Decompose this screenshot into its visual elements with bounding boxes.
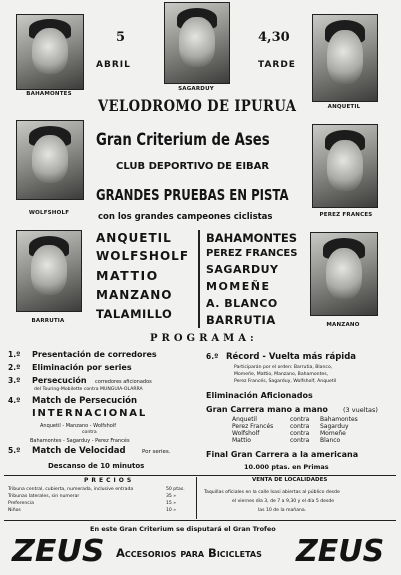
item-note: (3 vueltas)	[343, 406, 378, 414]
match-rider: Wolfsholf	[232, 430, 260, 437]
item-note: Participarán por el orden: Barrutia, Blanco,	[234, 365, 333, 370]
program-item: Eliminación Aficionados	[206, 391, 313, 400]
photo-caption: SAGARDUY	[178, 86, 214, 92]
match-contra: contra	[290, 437, 310, 444]
item-number: 5.º	[8, 446, 21, 455]
rider-right: PEREZ FRANCES	[206, 248, 298, 259]
tests-title: GRANDES PRUEBAS EN PISTA	[96, 186, 289, 204]
item-note: corredores aficionados	[95, 379, 152, 385]
venta-text: el viernes día 3, de 7 a 9,30 y el día 5 desde	[232, 499, 335, 504]
item-number: 2.º	[8, 363, 21, 372]
rider-right: SAGARDUY	[206, 263, 279, 276]
match-rider: Momeñe	[320, 430, 346, 437]
rider-right: A. BLANCO	[206, 297, 278, 310]
item-note: contra	[82, 430, 97, 435]
match-rider: Sagarduy	[320, 423, 349, 430]
brand-slogan: Accesorios para Bicicletas	[116, 546, 262, 560]
rider-photo-anquetil	[312, 14, 378, 102]
time: 4,30	[258, 30, 290, 45]
item-note: Anquetil - Manzano - Wolfsholf	[40, 423, 117, 429]
photo-caption: ANQUETIL	[327, 104, 361, 110]
item-note: Bahamontes - Sagarduy - Perez Francés	[30, 438, 130, 444]
rider-photo-barrutia	[16, 230, 82, 312]
program-item: INTERNACIONAL	[32, 408, 147, 419]
item-note: Momeñe, Mattio, Manzano, Bahamontes,	[234, 372, 329, 377]
program-item: Final Gran Carrera a la americana	[206, 450, 359, 459]
photo-caption: WOLFSHOLF	[28, 210, 70, 216]
price-value: 15 »	[166, 501, 177, 506]
divider	[4, 475, 396, 476]
photo-caption: BAHAMONTES	[26, 91, 72, 97]
program-item: Persecución	[32, 376, 87, 385]
price-value: 35 »	[166, 494, 177, 499]
rider-left: WOLFSHOLF	[96, 249, 190, 263]
rider-left: TALAMILLO	[96, 307, 173, 321]
photo-caption: MANZANO	[326, 322, 360, 328]
rider-left: MATTIO	[96, 268, 159, 283]
rider-photo-perez-frances	[312, 124, 378, 208]
photo-caption: BARRUTIA	[31, 318, 65, 324]
photo-caption: PEREZ FRANCES	[319, 212, 373, 218]
price-label: Tribuna central, cubierta, numerada, inclusive entrada	[8, 487, 134, 492]
match-rider: Blanco	[320, 437, 341, 444]
program-item: Presentación de corredores	[32, 350, 157, 359]
venta-text: las 10 de la mañana.	[258, 508, 307, 513]
match-rider: Bahamontes	[320, 416, 358, 423]
item-note: Perez Francés, Sagarduy, Wolfsholf, Anquetil	[234, 379, 337, 384]
date-month: ABRIL	[96, 60, 131, 70]
match-contra: contra	[290, 423, 310, 430]
rider-photo-sagarduy	[164, 2, 230, 84]
brand-logo-left: ZEUS	[12, 534, 105, 569]
price-label: Preferencia	[8, 501, 34, 506]
match-contra: contra	[290, 416, 310, 423]
price-label: Niños	[8, 508, 21, 513]
match-contra: contra	[290, 430, 310, 437]
rider-left: MANZANO	[96, 288, 173, 302]
item-number: 1.º	[8, 350, 21, 359]
program-item: Gran Carrera mano a mano	[206, 405, 328, 414]
price-value: 10 »	[166, 508, 177, 513]
event-title: Gran Criterium de Ases	[96, 130, 270, 150]
item-number: 4.º	[8, 396, 21, 405]
brand-logo-right: ZEUS	[296, 534, 385, 569]
program-item: Match de Velocidad	[32, 446, 126, 456]
item-note: del Touring-Mobilette contra MUNGUIA-OLARRA	[34, 387, 143, 392]
program-item: Récord - Vuelta más rápida	[226, 352, 357, 362]
rider-photo-manzano	[310, 232, 378, 316]
venta-heading: VENTA DE LOCALIDADES	[252, 477, 328, 483]
match-rider: Anquetil	[232, 416, 257, 423]
time-label: TARDE	[258, 60, 296, 70]
item-number: 3.º	[8, 376, 21, 385]
match-rider: Mattio	[232, 437, 251, 444]
rider-right: BARRUTIA	[206, 313, 276, 327]
subtitle: con los grandes campeones ciclistas	[98, 212, 273, 222]
price-label: Tribunas laterales, sin numerar	[8, 494, 80, 499]
venta-text: Taquillas oficiales en la calle Isasi abiertas al público desde	[204, 490, 340, 495]
rider-photo-bahamontes	[16, 14, 84, 90]
match-rider: Perez Francés	[232, 423, 274, 430]
programa-heading: PROGRAMA:	[150, 333, 258, 344]
item-number: 6.º	[206, 352, 219, 361]
club-name: CLUB DEPORTIVO DE EIBAR	[116, 161, 270, 172]
item-note: Por series.	[142, 449, 171, 455]
divider	[4, 520, 396, 521]
trofeo-text: En este Gran Criterium se disputará el Gran Trofeo	[90, 525, 276, 533]
divider	[196, 477, 197, 519]
descanso: Descanso de 10 minutos	[48, 462, 145, 470]
date-day: 5	[116, 30, 126, 45]
program-item: Match de Persecución	[32, 396, 138, 406]
precios-heading: PRECIOS	[84, 477, 135, 484]
primas: 10.000 ptas. en Primas	[244, 463, 329, 471]
rider-left: ANQUETIL	[96, 231, 172, 245]
price-value: 50 ptas.	[166, 487, 185, 492]
rider-photo-wolfsholf	[16, 120, 84, 200]
rider-right: MOMEÑE	[206, 280, 271, 293]
program-item: Eliminación por series	[32, 363, 132, 372]
rider-divider	[198, 230, 200, 328]
rider-right: BAHAMONTES	[206, 231, 298, 245]
venue-title: VELODROMO DE IPURUA	[98, 96, 297, 115]
